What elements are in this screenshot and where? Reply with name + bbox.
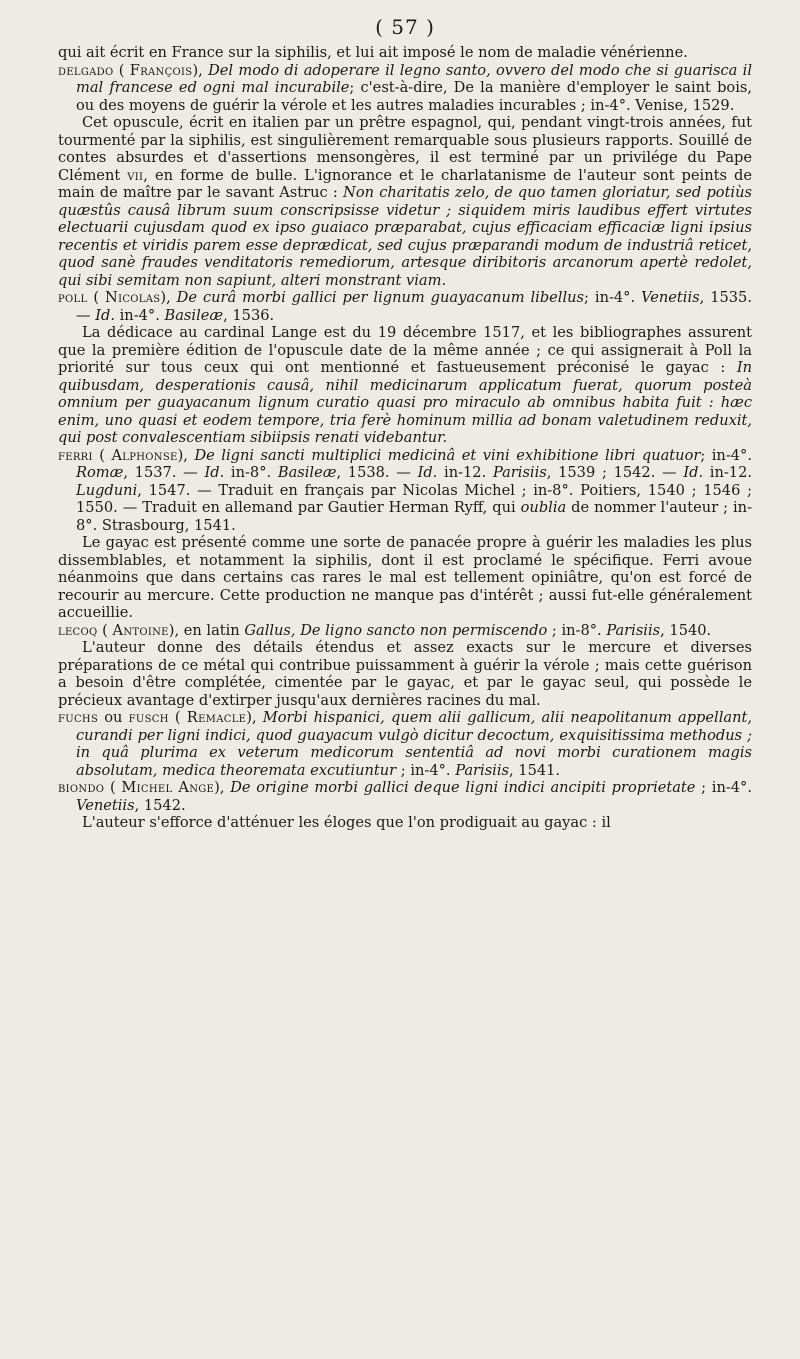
text-run: ( bbox=[97, 621, 113, 639]
text-run: qui ait écrit en France sur la siphilis, et lui ait imposé le nom de maladie vénérienne. bbox=[58, 44, 688, 61]
italic-text: Id. bbox=[417, 464, 438, 481]
bibliography-entry bbox=[58, 447, 752, 535]
small-caps-text: ferri bbox=[58, 446, 93, 464]
bibliography-entry bbox=[58, 709, 752, 779]
text-run: in-12. bbox=[703, 464, 753, 481]
text-run: , 1547. — Traduit en français par Nicolas Michel ; in-8°. Poitiers, 1540 ; 1546 ; 1550. — Traduit en allemand par Gautier Herman Ryff, qui bbox=[76, 481, 752, 516]
text-run: Le gayac est présenté comme une sorte de panacée propre à guérir les maladies les plus dissemblables, et notamment la siphilis, dont il est proclamé le spécifique. Ferri avoue néanmoins que dans certains cas rares le mal est tellement opiniâtre, qu'on est forcé de recourir au mercure. Cette production ne manque pas d'intérêt ; aussi fut-elle généralement accueillie. bbox=[58, 534, 752, 621]
small-caps-text: fusch bbox=[128, 709, 169, 726]
bibliography-entry bbox=[58, 289, 752, 324]
text-run: , 1538. — bbox=[336, 464, 418, 481]
small-caps-text: Michel Ange bbox=[121, 779, 215, 796]
text-run: , 1540. bbox=[660, 621, 712, 639]
text-run: , en forme de bulle. L'ignorance et le charlatanisme de l'auteur sont peints de main de maître par le savant Astruc : bbox=[58, 166, 752, 201]
italic-text: oublia bbox=[520, 499, 567, 516]
italic-text: Id. bbox=[95, 306, 115, 324]
text-run: ( bbox=[92, 446, 112, 464]
text-run: ; in-4°. bbox=[584, 289, 642, 306]
italic-text: Id. bbox=[683, 464, 704, 481]
text-run: ), en latin bbox=[168, 621, 245, 639]
italic-text: Non charitatis zelo, de quo tamen gloriatur, sed potiùs quæstûs causâ librum suum conscripsisse videtur ; siquidem miris laudibus effert virtutes electuarii cujusdam quod ex ipso guaiaco præparabat, cujus efficaciam efficaciæ ligni ipsius recentis et viridis parem esse deprædicat, sed cujus præparandi modum de industriâ reticet, quod sanè fraudes venditatoris remediorum, artesque diribitoris arcanorum apertè redolet, qui sibi semitam non sapiunt, alteri monstrant viam. bbox=[58, 184, 752, 289]
italic-text: De curâ morbi gallici per lignum guayacanum libellus bbox=[176, 289, 585, 306]
text-run: L'auteur donne des détails étendus et assez exacts sur le mercure et diverses préparations de ce métal qui contribue puissamment à guérir la vérole ; mais cette guérison a besoin d'être complétée, cimentée par le gayac, et par le gayac seul, qui possède le précieux avantage d'extirper jusqu'aux dernières racines du mal. bbox=[58, 639, 752, 709]
italic-text: Parisiis bbox=[492, 464, 547, 481]
text-run: Cet opuscule, écrit en italien par un prêtre espagnol, qui, pendant vingt-trois années, fut tourmenté par la siphilis, est singulièrement remarquable sous plusieurs rapports. Souillé de contes absurdes et d'assertions mensongères, il est terminé par un privilége du Pape Clément bbox=[58, 114, 752, 184]
text-run: L'auteur s'efforce d'atténuer les éloges que l'on prodiguait au gayac : il bbox=[82, 814, 611, 831]
small-caps-text: poll bbox=[58, 289, 88, 306]
text-run: , 1536. bbox=[223, 306, 275, 324]
italic-text: Basileæ bbox=[164, 306, 224, 324]
italic-text: Parisiis bbox=[606, 621, 661, 639]
small-caps-text: lecoq bbox=[58, 621, 98, 639]
italic-text: Del modo di adoperare il legno santo, ovvero del modo che si guarisca il mal francese ed ogni mal incurabile bbox=[76, 61, 752, 96]
italic-text: Parisiis bbox=[455, 761, 510, 779]
paragraph bbox=[58, 534, 752, 622]
italic-text: In quibusdam, desperationis causâ, nihil medicinarum applicatum fuerat, quorum posteà omnium per guayacanum lignum curatio quasi pro miraculo ab omnibus habita fuit : hæc enim, uno quasi et eodem tempore, tria ferè hominum millia ad bonam valetudinem reduxit, qui post convalescentiam sibiipsis renati videbantur. bbox=[58, 359, 752, 446]
small-caps-text: delgado bbox=[58, 61, 114, 79]
text-run: ( bbox=[104, 779, 122, 796]
bibliography-entry bbox=[58, 779, 752, 814]
text-run: ; in-8°. bbox=[547, 621, 607, 639]
text-run: ), bbox=[214, 779, 231, 796]
text-run: , 1539 ; 1542. — bbox=[546, 464, 684, 481]
small-caps-text: Alphonse bbox=[111, 446, 178, 464]
text-run: ), bbox=[160, 289, 177, 306]
paragraph bbox=[58, 814, 752, 832]
text-run: in-12. bbox=[437, 464, 493, 481]
italic-text: Basileæ bbox=[277, 464, 337, 481]
text-run: ; in-4°. bbox=[396, 761, 456, 779]
italic-text: Morbi hispanici, quem alii gallicum, alii neapolitanum appellant, curandi per ligni indici, quod guayacum vulgò dicitur decoctum, exquisitissima methodus ; in quâ plurima ex veterum medicorum sententiâ ad novi morbi curationem magis absolutam, medica theoremata excutiuntur bbox=[76, 709, 752, 779]
italic-text: Venetiis bbox=[76, 796, 135, 814]
text-run: ou bbox=[98, 709, 129, 726]
text-body bbox=[58, 44, 752, 832]
small-caps-text: vii bbox=[127, 166, 144, 184]
text-run: , 1535. — bbox=[76, 289, 752, 324]
italic-text: Lugduni bbox=[76, 481, 138, 499]
small-caps-text: Antoine bbox=[112, 621, 169, 639]
small-caps-text: Nicolas bbox=[105, 289, 161, 306]
text-run: ), bbox=[192, 61, 209, 79]
paragraph bbox=[58, 324, 752, 447]
italic-text: Venetiis bbox=[641, 289, 700, 306]
italic-text: De ligni sancti multiplici medicinâ et vini exhibitione libri quatuor bbox=[194, 446, 701, 464]
text-run: La dédicace au cardinal Lange est du 19 décembre 1517, et les bibliographes assurent que la première édition de l'opuscule date de la même année ; ce qui assignerait à Poll la priorité sur tous ceux qui ont mentionné et fastueusement préconisé le gayac : bbox=[58, 324, 752, 376]
text-run: ( bbox=[87, 289, 105, 306]
italic-text: Gallus, De ligno sancto non permiscendo bbox=[244, 621, 548, 639]
text-run: in-8°. bbox=[224, 464, 278, 481]
text-run: , 1537. — bbox=[123, 464, 205, 481]
text-run: ; c'est-à-dire, De la manière d'employer le saint bois, ou des moyens de guérir la vérole et les autres maladies incurables ; in-4°. Venise, 1529. bbox=[76, 79, 752, 114]
italic-text: De origine morbi gallici deque ligni indici ancipiti proprietate bbox=[230, 779, 696, 796]
italic-text: Id. bbox=[204, 464, 225, 481]
paragraph bbox=[58, 114, 752, 289]
text-run: ), bbox=[246, 709, 263, 726]
italic-text: Romæ bbox=[76, 464, 124, 481]
text-run: ( bbox=[113, 61, 130, 79]
paragraph bbox=[58, 44, 752, 62]
small-caps-text: biondo bbox=[58, 779, 105, 796]
text-run: , 1542. bbox=[134, 796, 186, 814]
text-run: ; in-4°. bbox=[700, 446, 752, 464]
text-run: ), bbox=[177, 446, 195, 464]
page-number: ( 57 ) bbox=[375, 15, 435, 39]
text-run: in-4°. bbox=[114, 306, 165, 324]
text-run: ; in-4°. bbox=[695, 779, 752, 796]
text-run: de nommer l'auteur ; in-8°. Strasbourg, 1541. bbox=[76, 499, 752, 534]
bibliography-entry bbox=[58, 62, 752, 115]
small-caps-text: fuchs bbox=[58, 709, 99, 726]
paragraph bbox=[58, 639, 752, 709]
small-caps-text: Remacle bbox=[186, 709, 247, 726]
small-caps-text: François bbox=[129, 61, 193, 79]
text-run: , 1541. bbox=[509, 761, 561, 779]
bibliography-entry bbox=[58, 622, 752, 640]
text-run: ( bbox=[168, 709, 187, 726]
